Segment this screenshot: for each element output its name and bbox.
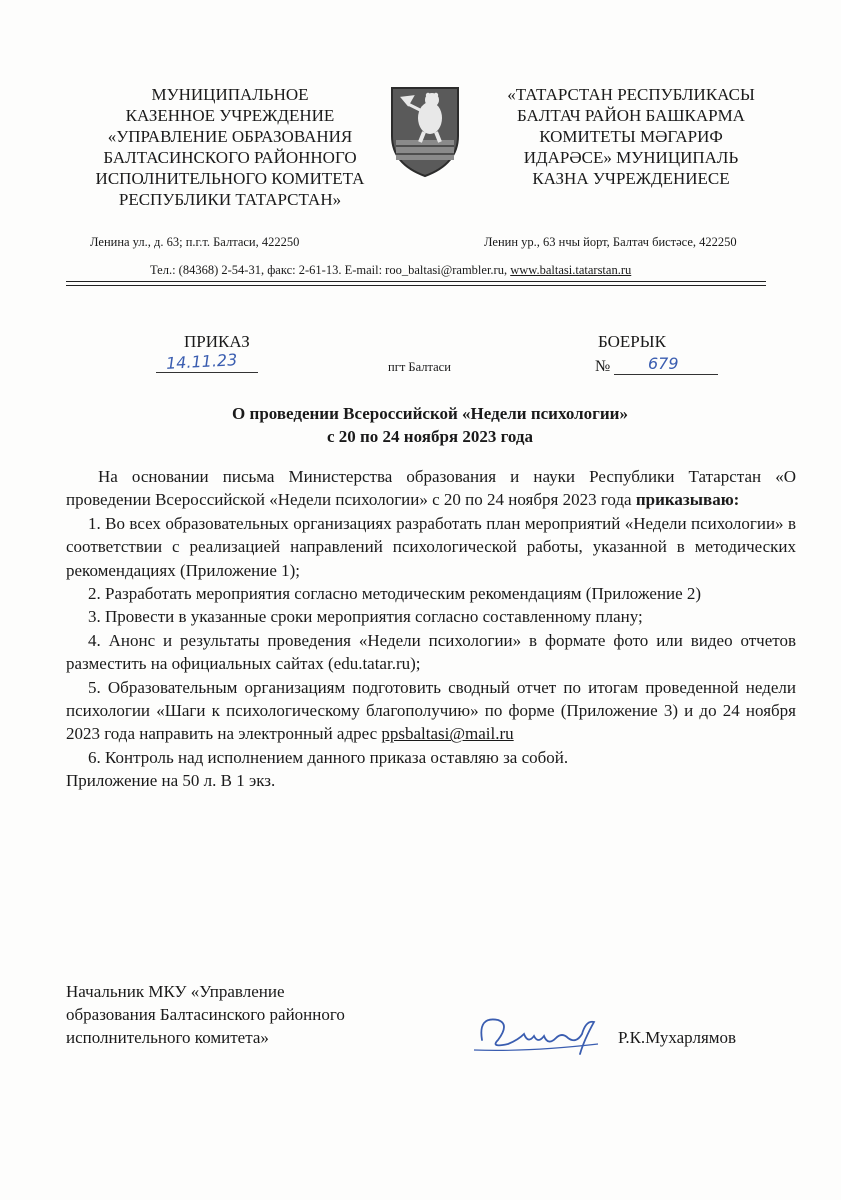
header-right-line: КОМИТЕТЫ МӘГАРИФ (539, 127, 723, 146)
contacts-line (150, 263, 631, 278)
intro-text: На основании письма Министерства образования и науки Республики Татарстан «О проведении Всероссийской «Недели психологии» с 20 по 24 ноября 2023 года (66, 467, 796, 510)
appendix-note: Приложение на 50 л. В 1 экз. (66, 771, 276, 791)
intro-paragraph (66, 465, 796, 512)
email-link[interactable]: ppsbaltasi@mail.ru (381, 724, 514, 744)
header-right-line: КАЗНА УЧРЕЖДЕНИЕСЕ (532, 169, 730, 188)
document-body (66, 465, 796, 793)
list-item: 1. Во всех образовательных организациях разработать план мероприятий «Недели психологии» в соответствии с реализацией направлений психологической работы, указанной в методических рекомендациях (Приложение 1); (66, 513, 796, 580)
address-right: Ленин ур., 63 нчы йорт, Балтач бистәсе, 422250 (484, 235, 737, 249)
number-underline (614, 374, 718, 375)
date-underline (156, 372, 258, 373)
position-line: образования Балтасинского районного (66, 1005, 345, 1024)
document-title (90, 402, 770, 448)
header-right-line: «ТАТАРСТАН РЕСПУБЛИКАСЫ (507, 85, 755, 104)
item5-text: 5. Образовательным организациям подготовить сводный отчет по итогам проведенной недели психологии «Шаги к психологическому благополучию» по форме (Приложение 3) и до 24 ноября 2023 года направить на электронный адрес (66, 677, 796, 744)
header-right-org (484, 84, 778, 189)
header-left-line: РЕСПУБЛИКИ ТАТАРСТАН» (118, 190, 342, 209)
list-item: 2. Разработать мероприятия согласно методическим рекомендациям (Приложение 2) (88, 584, 702, 604)
position-line: Начальник МКУ «Управление (66, 982, 285, 1001)
website-link[interactable]: www.baltasi.tatarstan.ru (510, 263, 632, 277)
header-left-line: ИСПОЛНИТЕЛЬНОГО КОМИТЕТА (95, 169, 365, 188)
position-line: исполнительного комитета» (66, 1028, 269, 1047)
header-left-org (70, 84, 390, 210)
header-left-line: КАЗЕННОЕ УЧРЕЖДЕНИЕ (125, 106, 335, 125)
contacts-text: Тел.: (84368) 2-54-31, факс: 2-61-13. E-mail: roo_baltasi@rambler.ru, (150, 263, 511, 277)
header-left-line: БАЛТАСИНСКОГО РАЙОННОГО (103, 148, 357, 167)
list-item: 4. Анонс и результаты проведения «Недели психологии» в формате фото или видео отчетов разместить на официальных сайтах (edu.tatar.ru); (66, 630, 796, 674)
order-date: 14.11.23 (165, 350, 238, 373)
header-right-line: БАЛТАЧ РАЙОН БАШКАРМА (517, 106, 745, 125)
intro-bold: приказываю: (635, 490, 740, 510)
coat-of-arms-icon (388, 84, 462, 178)
header-right-line: ИДАРӘСЕ» МУНИЦИПАЛЬ (523, 148, 739, 167)
signatory-position (66, 980, 345, 1049)
order-label-russian: ПРИКАЗ (184, 332, 250, 351)
address-left: Ленина ул., д. 63; п.г.т. Балтаси, 422250 (90, 235, 300, 249)
order-label-tatar: БОЕРЫК (598, 332, 666, 351)
list-item (66, 676, 796, 746)
header-left-line: «УПРАВЛЕНИЕ ОБРАЗОВАНИЯ (107, 127, 353, 146)
header-divider-thin (66, 285, 766, 286)
header-left-line: МУНИЦИПАЛЬНОЕ (151, 85, 309, 104)
header-divider-thick (66, 281, 766, 282)
order-number: 679 (648, 354, 679, 373)
list-item: 3. Провести в указанные сроки мероприятия согласно составленному плану; (88, 607, 643, 627)
title-line: с 20 по 24 ноября 2023 года (326, 427, 534, 446)
list-item: 6. Контроль над исполнением данного приказа оставляю за собой. (88, 747, 569, 767)
order-place: пгт Балтаси (388, 360, 451, 374)
title-line: О проведении Всероссийской «Недели психологии» (232, 404, 628, 423)
signatory-name: Р.К.Мухарлямов (618, 1028, 737, 1047)
number-sign: № (595, 358, 611, 375)
handwritten-signature (468, 1010, 608, 1056)
